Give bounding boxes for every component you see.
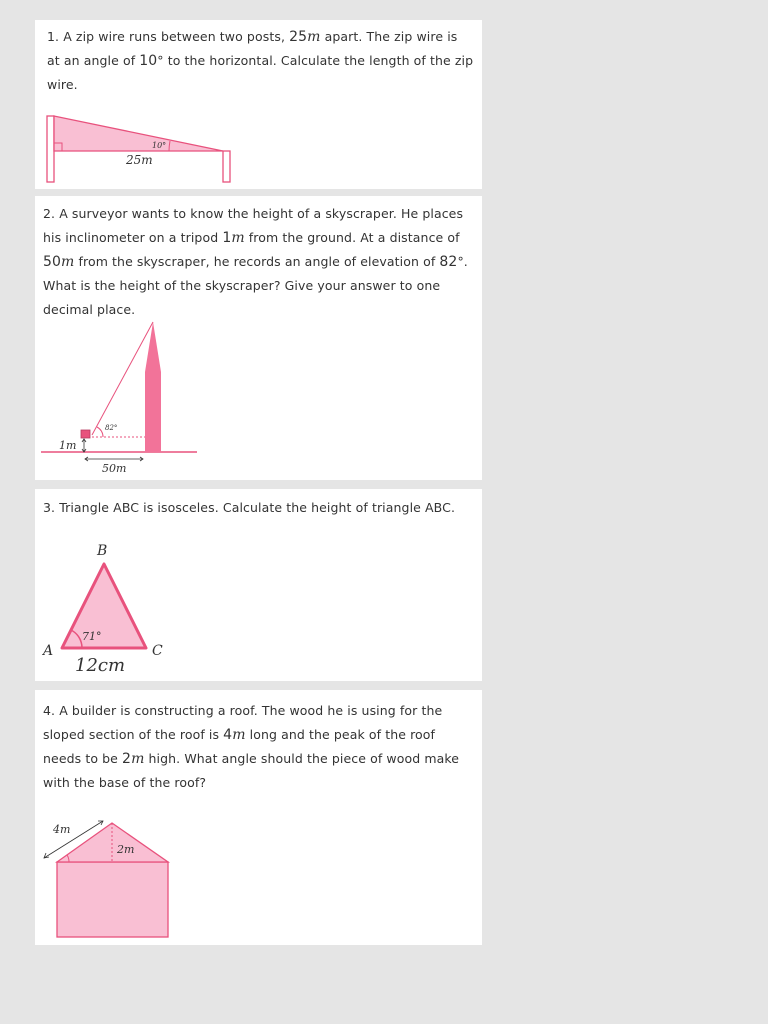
question-2-text: 2. A surveyor wants to know the height of a skyscraper. He places his inclinometer on a tripod 1m from the ground. At a distance of 50m from the skyscraper, he records an angle of elevation of 82°. What is the height of the skyscraper? Give your answer to one decimal place. <box>43 206 468 317</box>
distance-label: 50m <box>102 462 127 475</box>
triangle-abc <box>62 564 146 648</box>
base-label: 12cm <box>75 655 126 676</box>
slope-label: 4m <box>53 823 71 836</box>
angle-label: 82° <box>105 424 118 432</box>
zip-wire-triangle <box>54 116 223 151</box>
house-wall <box>57 862 168 937</box>
height-arrow <box>82 439 86 452</box>
left-post <box>47 116 54 182</box>
question-card-4 <box>35 690 482 945</box>
question-card-2 <box>35 196 482 480</box>
question-1-text: 1. A zip wire runs between two posts, 25m apart. The zip wire is at an angle of 10° to the horizontal. Calculate the length of the zip wire. <box>47 29 474 92</box>
skyscraper <box>145 322 161 452</box>
height-label: 2m <box>117 843 135 856</box>
inclinometer <box>81 430 90 438</box>
vertex-label-a: A <box>43 643 54 659</box>
vertex-label-c: C <box>152 643 163 659</box>
question-4-text: 4. A builder is constructing a roof. The wood he is using for the sloped section of the roof is 4m long and the peak of the roof needs to be 2m high. What angle should the piece of wood make with the base of the roof? <box>43 703 460 790</box>
question-3-text: 3. Triangle ABC is isosceles. Calculate the height of triangle ABC. <box>43 500 456 515</box>
vertex-label-b: B <box>97 543 108 559</box>
angle-label: 10° <box>152 141 167 150</box>
skyscraper-diagram <box>35 196 482 480</box>
angle-label: 71° <box>82 630 102 643</box>
question-card-1 <box>35 20 482 189</box>
zip-wire-diagram <box>35 20 482 189</box>
isosceles-triangle-diagram <box>35 489 482 681</box>
roof-diagram <box>35 690 482 945</box>
angle-arc <box>97 427 103 437</box>
right-post <box>223 151 230 182</box>
height-label: 1m <box>59 439 77 452</box>
question-card-3 <box>35 489 482 681</box>
length-label: 25m <box>126 153 153 167</box>
distance-arrow <box>85 457 143 461</box>
line-of-sight <box>92 322 153 435</box>
